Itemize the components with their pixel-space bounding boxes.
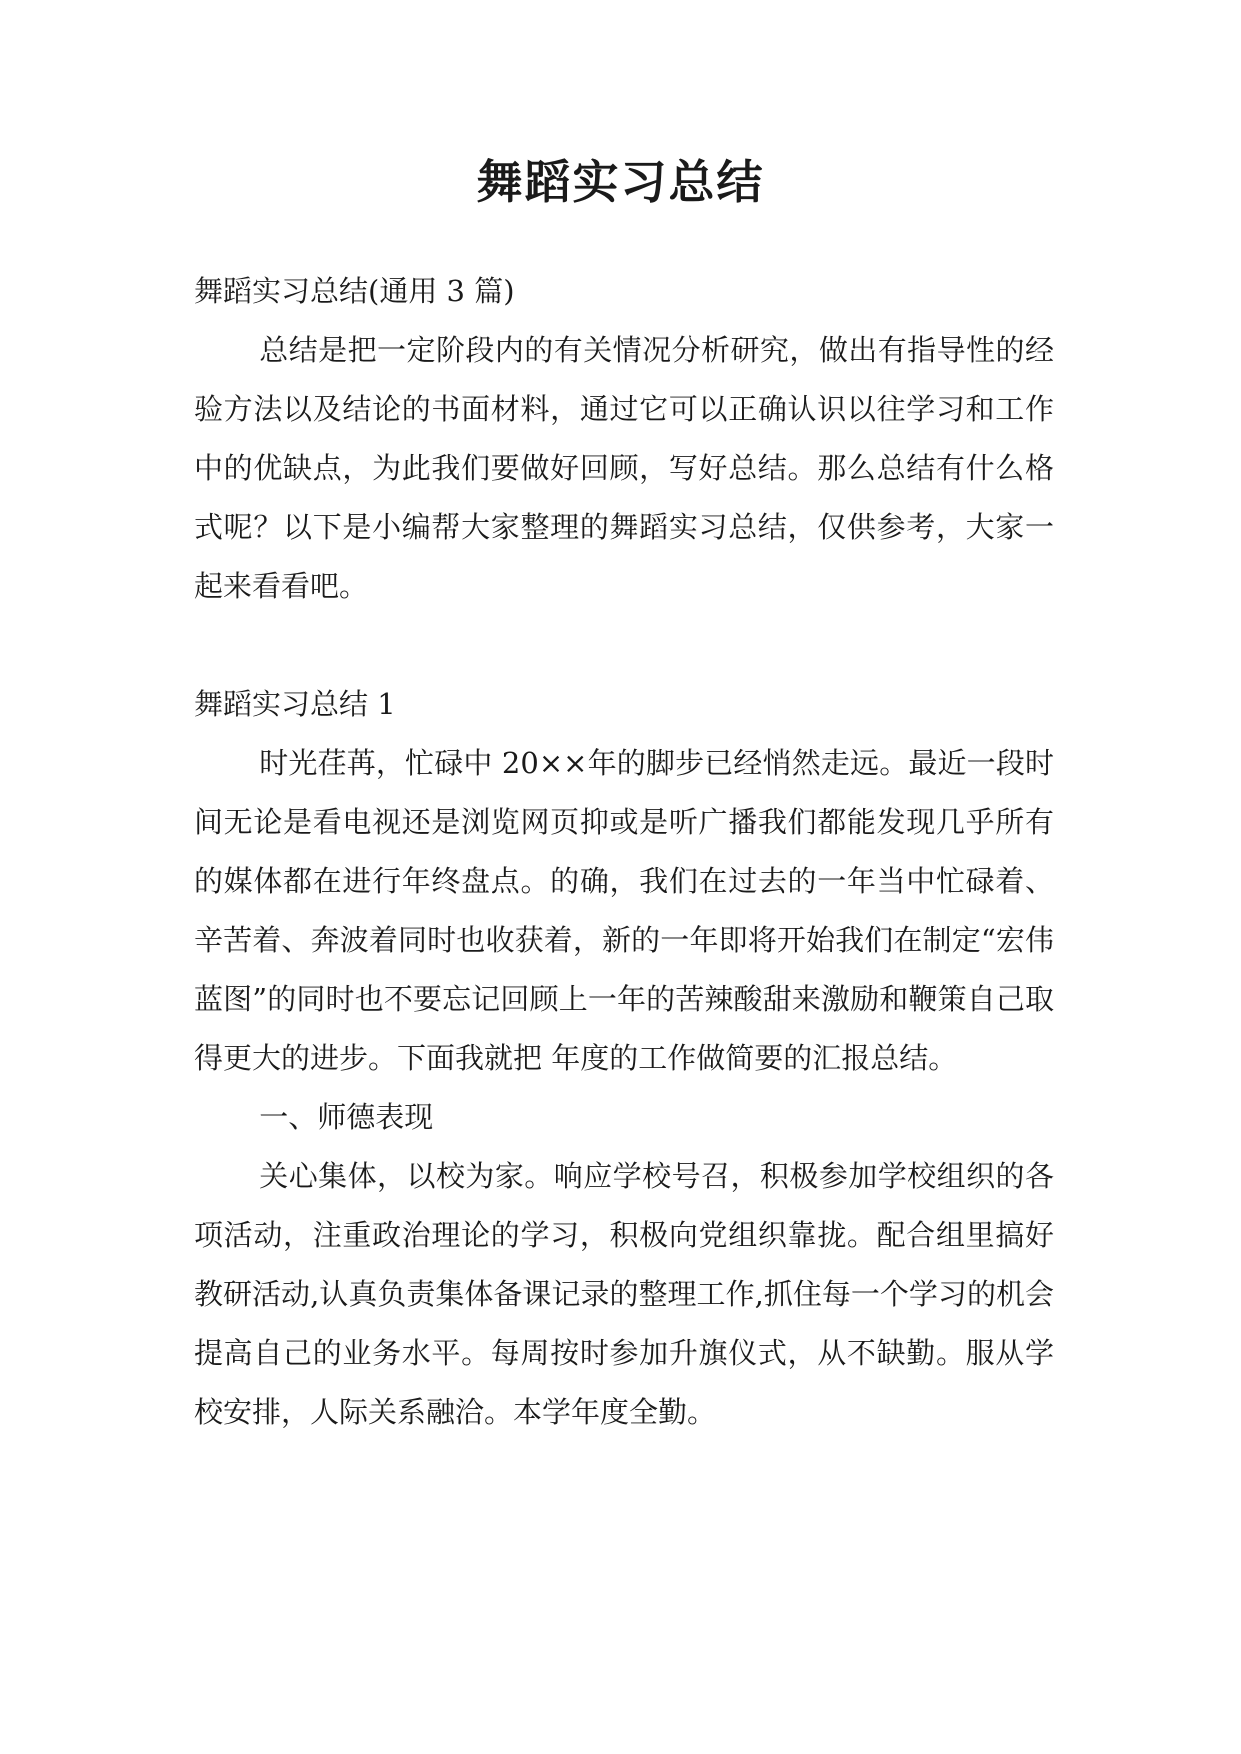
subsection-heading: 一、师德表现 [259,1100,434,1134]
section-paragraph: 时光荏苒，忙碌中 20××年的脚步已经悄然走远。最近一段时间无论是看电视还是浏览网页抑或是听广播我们都能发现几乎所有的媒体都在进行年终盘点。的确，我们在过去的一年当中忙碌着、辛苦着、奔波着同时也收获着，新的一年即将开始我们在制定“宏伟蓝图”的同时也不要忘记回顾上一年的苦辣酸甜来激励和鞭策自己取得更大的进步。下面我就把 年度的工作做简要的汇报总结。 [194,746,1054,1075]
intro-paragraph: 总结是把一定阶段内的有关情况分析研究，做出有指导性的经验方法以及结论的书面材料，通过它可以正确认识以往学习和工作中的优缺点，为此我们要做好回顾，写好总结。那么总结有什么格式呢？以下是小编帮大家整理的舞蹈实习总结，仅供参考，大家一起来看看吧。 [194,333,1054,603]
document-title: 舞蹈实习总结 [476,155,765,209]
document-subtitle: 舞蹈实习总结(通用 3 篇) [194,274,515,308]
section-spacer [194,616,1054,675]
document-body [194,262,1054,1442]
section-heading: 舞蹈实习总结 1 [194,687,396,721]
section-paragraph: 关心集体，以校为家。响应学校号召，积极参加学校组织的各项活动，注重政治理论的学习，积极向党组织靠拢。配合组里搞好教研活动,认真负责集体备课记录的整理工作,抓住每一个学习的机会提高自己的业务水平。每周按时参加升旗仪式，从不缺勤。服从学校安排，人际关系融洽。本学年度全勤。 [194,1159,1054,1429]
